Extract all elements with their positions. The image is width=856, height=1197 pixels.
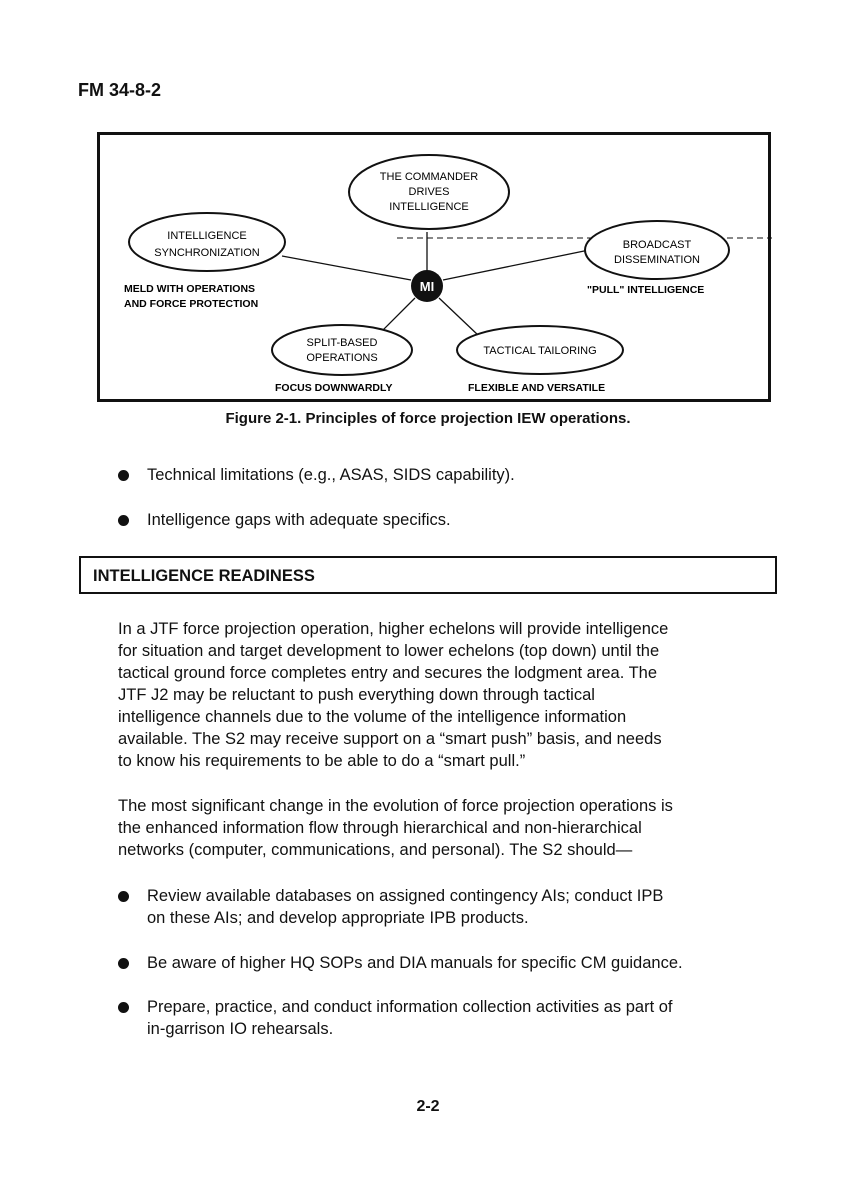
figure-caption: Figure 2-1. Principles of force projection IEW operations. [225,410,631,427]
node-broadcast-l2: DISSEMINATION [614,254,700,266]
bullet-text: Technical limitations (e.g., ASAS, SIDS capability). [147,466,515,484]
bullet-text [147,952,787,974]
bullet-dot [118,958,129,969]
bullet-line: on these AIs; and develop appropriate IPB products. [147,909,529,927]
node-commander-l2: DRIVES [408,186,450,198]
node-tactical-l1: TACTICAL TAILORING [483,345,597,357]
bullet-line: Review available databases on assigned contingency AIs; conduct IPB [147,887,664,905]
connector-broadcast [443,250,589,280]
node-split-l2: OPERATIONS [306,352,378,364]
paragraph-2 [118,795,778,861]
note-meld-l2: AND FORCE PROTECTION [124,298,259,310]
bullet-text [147,996,787,1040]
paragraph-line: available. The S2 may receive support on a “smart push” basis, and needs [118,730,662,748]
node-synchronization [129,213,285,271]
paragraph-line: for situation and target development to lower echelons (top down) until the [118,642,660,660]
bullet-text [147,885,787,929]
paragraph-line: intelligence channels due to the volume of the intelligence information [118,708,627,726]
paragraph-line: tactical ground force completes entry and secures the lodgment area. The [118,664,657,682]
note-focus: FOCUS DOWNWARDLY [275,382,393,394]
paragraph-line: JTF J2 may be reluctant to push everything down through tactical [118,686,595,704]
node-commander-l3: INTELLIGENCE [389,201,469,213]
document-id: FM 34-8-2 [78,80,162,100]
bullet-text: Intelligence gaps with adequate specifics. [147,511,451,529]
paragraph-line: the enhanced information flow through hierarchical and non-hierarchical [118,819,642,837]
node-split [272,325,412,375]
note-meld-l1: MELD WITH OPERATIONS [124,283,256,295]
node-commander-l1: THE COMMANDER [379,171,479,183]
mi-center-label: MI [419,279,435,294]
note-pull: "PULL" INTELLIGENCE [587,284,705,296]
bullet-dot [118,470,129,481]
node-synchronization-l2: SYNCHRONIZATION [154,247,260,259]
paragraph-line: The most significant change in the evolution of force projection operations is [118,797,673,815]
paragraph-1 [118,618,778,772]
bullet-dot [118,891,129,902]
node-split-l1: SPLIT-BASED [306,337,378,349]
page-number: 2-2 [416,1098,440,1115]
connector-tactical [439,298,479,336]
principles-diagram [97,132,856,402]
note-flexible: FLEXIBLE AND VERSATILE [468,382,606,394]
bullet-dot [118,1002,129,1013]
bullet-line: Prepare, practice, and conduct information collection activities as part of [147,998,673,1016]
node-synchronization-l1: INTELLIGENCE [167,230,247,242]
paragraph-line: to know his requirements to be able to do a “smart pull.” [118,752,526,770]
bullet-dot [118,515,129,526]
node-broadcast-l1: BROADCAST [622,239,692,251]
bullet-line: Be aware of higher HQ SOPs and DIA manuals for specific CM guidance. [147,954,683,972]
paragraph-line: networks (computer, communications, and personal). The S2 should— [118,841,633,859]
section-header [79,556,777,594]
bullet-line: in-garrison IO rehearsals. [147,1020,334,1038]
paragraph-line: In a JTF force projection operation, higher echelons will provide intelligence [118,620,669,638]
section-title: INTELLIGENCE READINESS [93,567,315,585]
connector-synchronization [282,256,411,280]
